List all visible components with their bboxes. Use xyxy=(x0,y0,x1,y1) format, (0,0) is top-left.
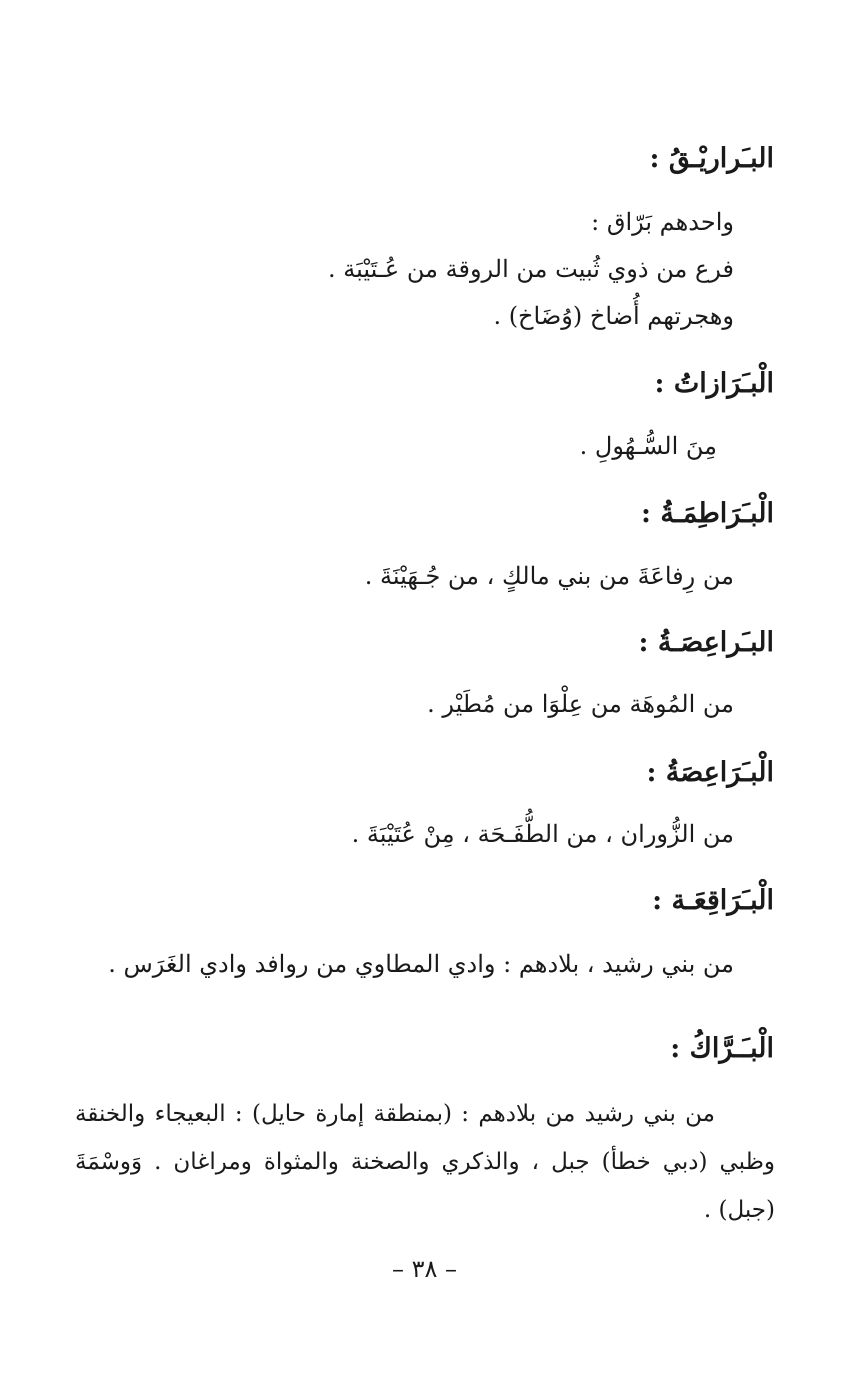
entry-line: وهجرتهم أُضاخ (وُضَاخ) . xyxy=(493,302,734,330)
entry-title-baraisa-1: البـَراعِصَـةُ : xyxy=(638,627,774,658)
entry-title-baratima: الْبـَرَاطِمَـةُ : xyxy=(640,498,774,529)
entry-title-barrak: الْبـَـرَّاكُ : xyxy=(670,1033,774,1064)
entry-title-baraisa-2: الْبـَرَاعِصَةُ : xyxy=(646,757,774,788)
entry-line: فرع من ذوي ثُبيت من الروقة من عُـتَيْبَة . xyxy=(328,255,734,283)
entry-line: من المُوهَة من عِلْوَا من مُطَيْر . xyxy=(427,690,734,718)
entry-title-baraqia: الْبـَرَاقِعَـة : xyxy=(652,885,774,916)
entry-title-barazat: الْبـَرَازاتُ : xyxy=(654,368,774,399)
entry-line: من رِفاعَةَ من بني مالكٍ ، من جُـهَيْنَةَ . xyxy=(364,562,734,590)
entry-paragraph xyxy=(75,1090,775,1234)
entry-line: من الزُّوران ، من الطُّفَـحَة ، مِنْ عُتَيْبَةَ . xyxy=(351,820,734,848)
page-number: – ٣٨ – xyxy=(391,1255,458,1283)
entry-line: مِنَ السُّـهُولِ . xyxy=(579,432,717,460)
entry-paragraph-text: من بني رشيد من بلادهم : (بمنطقة إمارة حايل) : البعيجاء والخنقة وظبي (دبي خطأ) جبل ، والذكري والصخنة والمثواة ومراغان . وَوسْمَةَ (جبل) . xyxy=(75,1101,775,1223)
entry-line: من بني رشيد ، بلادهم : وادي المطاوي من روافد وادي الغَرَس . xyxy=(108,950,734,978)
entry-title-barariq: البـَراريْـقُ : xyxy=(649,143,774,174)
entry-line: واحدهم بَرّاق : xyxy=(591,208,734,236)
